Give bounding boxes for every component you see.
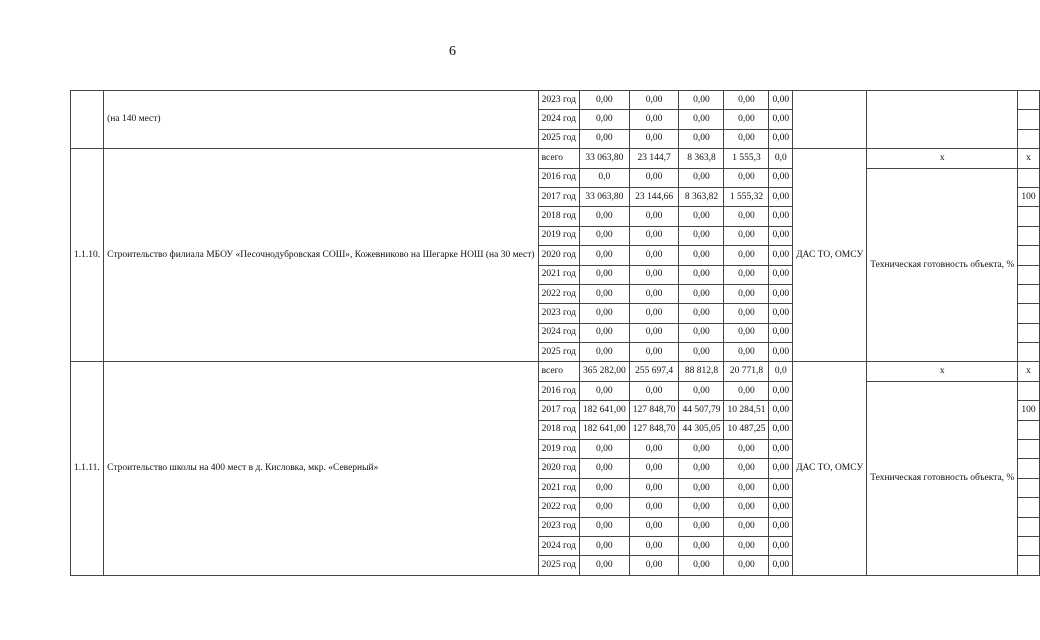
- value-cell: 0,00: [579, 343, 629, 362]
- value-cell: 0,00: [679, 440, 724, 459]
- value-cell: 0,00: [579, 459, 629, 478]
- value-cell: 0,00: [679, 478, 724, 497]
- value-cell: 0,00: [629, 246, 679, 265]
- year-cell: 2022 год: [538, 284, 579, 303]
- target-cell: [1018, 420, 1039, 439]
- value-cell: 0,00: [629, 129, 679, 148]
- target-cell: [1018, 129, 1039, 148]
- value-cell: 0,00: [629, 284, 679, 303]
- value-cell: 0,00: [629, 226, 679, 245]
- target-cell: [1018, 323, 1039, 342]
- value-cell: 0,00: [579, 478, 629, 497]
- value-cell: 0,00: [724, 323, 769, 342]
- value-cell: 0,0: [769, 149, 793, 168]
- value-cell: 365 282,00: [579, 362, 629, 381]
- value-cell: 182 641,00: [579, 401, 629, 420]
- value-cell: 0,00: [579, 246, 629, 265]
- target-cell: [1018, 226, 1039, 245]
- program-table: [70, 90, 1040, 576]
- indicator-cell: Техническая готовность объекта, %: [867, 381, 1018, 575]
- target-cell: [1018, 110, 1039, 129]
- table-body: [71, 91, 1040, 576]
- target-cell: [1018, 440, 1039, 459]
- value-cell: 0,00: [679, 207, 724, 226]
- year-cell: 2025 год: [538, 129, 579, 148]
- target-total-cell: x: [1018, 362, 1039, 381]
- value-cell: 0,00: [679, 129, 724, 148]
- value-cell: 0,00: [629, 381, 679, 400]
- value-cell: 0,00: [769, 401, 793, 420]
- target-cell: [1018, 91, 1039, 110]
- value-cell: 0,00: [629, 478, 679, 497]
- value-cell: 8 363,82: [679, 187, 724, 206]
- value-cell: 23 144,7: [629, 149, 679, 168]
- indicator-total-cell: x: [867, 149, 1018, 168]
- value-cell: 0,00: [679, 343, 724, 362]
- value-cell: 0,00: [724, 265, 769, 284]
- target-cell: [1018, 556, 1039, 575]
- year-cell: 2021 год: [538, 265, 579, 284]
- value-cell: 182 641,00: [579, 420, 629, 439]
- year-cell: 2017 год: [538, 401, 579, 420]
- year-cell: 2025 год: [538, 343, 579, 362]
- executor-cell: ДАС ТО, ОМСУ: [793, 362, 867, 575]
- value-cell: 0,00: [769, 343, 793, 362]
- value-cell: 33 063,80: [579, 149, 629, 168]
- value-cell: 0,00: [579, 129, 629, 148]
- value-cell: 0,00: [724, 498, 769, 517]
- indicator-cell: Техническая готовность объекта, %: [867, 168, 1018, 362]
- value-cell: 0,00: [629, 498, 679, 517]
- value-cell: 0,00: [679, 381, 724, 400]
- value-cell: 0,00: [679, 226, 724, 245]
- year-cell: 2020 год: [538, 246, 579, 265]
- year-cell: 2020 год: [538, 459, 579, 478]
- year-cell: 2019 год: [538, 226, 579, 245]
- value-cell: 255 697,4: [629, 362, 679, 381]
- value-cell: 0,00: [579, 323, 629, 342]
- value-cell: 0,00: [769, 459, 793, 478]
- value-cell: 0,00: [679, 284, 724, 303]
- target-cell: [1018, 246, 1039, 265]
- value-cell: 0,00: [769, 517, 793, 536]
- target-cell: [1018, 207, 1039, 226]
- item-number-cell: [71, 91, 104, 149]
- value-cell: 0,00: [679, 168, 724, 187]
- item-name-cell: Строительство школы на 400 мест в д. Кисловка, мкр. «Северный»: [104, 362, 538, 575]
- year-cell: 2023 год: [538, 517, 579, 536]
- target-cell: [1018, 284, 1039, 303]
- year-cell: 2024 год: [538, 110, 579, 129]
- value-cell: 0,00: [579, 91, 629, 110]
- value-cell: 127 848,70: [629, 401, 679, 420]
- value-cell: 0,00: [724, 226, 769, 245]
- value-cell: 0,00: [679, 517, 724, 536]
- value-cell: 0,00: [579, 440, 629, 459]
- value-cell: 0,00: [679, 246, 724, 265]
- value-cell: 44 305,05: [679, 420, 724, 439]
- value-cell: 0,00: [769, 168, 793, 187]
- value-cell: 127 848,70: [629, 420, 679, 439]
- value-cell: 0,00: [629, 556, 679, 575]
- value-cell: 0,00: [679, 304, 724, 323]
- value-cell: 0,00: [724, 246, 769, 265]
- value-cell: 0,00: [629, 517, 679, 536]
- value-cell: 0,00: [724, 381, 769, 400]
- value-cell: 1 555,32: [724, 187, 769, 206]
- value-cell: 0,00: [579, 517, 629, 536]
- value-cell: 0,00: [629, 536, 679, 555]
- indicator-cell: [867, 91, 1018, 149]
- value-cell: 0,00: [724, 459, 769, 478]
- value-cell: 0,00: [769, 284, 793, 303]
- value-cell: 0,00: [579, 110, 629, 129]
- value-cell: 0,00: [724, 517, 769, 536]
- year-cell: 2021 год: [538, 478, 579, 497]
- value-cell: 20 771,8: [724, 362, 769, 381]
- value-cell: 0,00: [724, 478, 769, 497]
- value-cell: 0,00: [724, 91, 769, 110]
- value-cell: 0,00: [769, 91, 793, 110]
- value-cell: 0,00: [579, 284, 629, 303]
- executor-cell: ДАС ТО, ОМСУ: [793, 149, 867, 362]
- value-cell: 0,00: [629, 440, 679, 459]
- year-cell: 2017 год: [538, 187, 579, 206]
- target-cell: [1018, 536, 1039, 555]
- value-cell: 10 284,51: [724, 401, 769, 420]
- value-cell: 0,00: [724, 304, 769, 323]
- value-cell: 0,00: [769, 226, 793, 245]
- year-cell: 2018 год: [538, 420, 579, 439]
- table-row: [71, 91, 1040, 110]
- value-cell: 0,00: [724, 440, 769, 459]
- value-cell: 0,00: [724, 168, 769, 187]
- value-cell: 0,00: [679, 498, 724, 517]
- table-row: [71, 149, 1040, 168]
- value-cell: 0,00: [579, 226, 629, 245]
- item-name-cell: Строительство филиала МБОУ «Песочнодубровская СОШ», Кожевниково на Шегарке НОШ (на 30 мест): [104, 149, 538, 362]
- target-cell: [1018, 265, 1039, 284]
- value-cell: 0,00: [629, 323, 679, 342]
- target-cell: [1018, 381, 1039, 400]
- value-cell: 0,00: [629, 110, 679, 129]
- value-cell: 0,00: [769, 246, 793, 265]
- value-cell: 0,00: [769, 265, 793, 284]
- value-cell: 0,00: [724, 343, 769, 362]
- value-cell: 0,00: [769, 110, 793, 129]
- target-cell: [1018, 168, 1039, 187]
- year-cell: 2016 год: [538, 381, 579, 400]
- value-cell: 0,00: [769, 478, 793, 497]
- year-cell: 2025 год: [538, 556, 579, 575]
- value-cell: 10 487,25: [724, 420, 769, 439]
- value-cell: 0,00: [579, 265, 629, 284]
- value-cell: 0,00: [769, 498, 793, 517]
- target-value-cell: 100: [1018, 401, 1039, 420]
- value-cell: 0,00: [679, 556, 724, 575]
- target-cell: [1018, 478, 1039, 497]
- value-cell: 0,00: [629, 207, 679, 226]
- value-cell: 0,00: [679, 323, 724, 342]
- value-cell: 0,00: [679, 536, 724, 555]
- value-cell: 0,00: [629, 343, 679, 362]
- value-cell: 0,00: [579, 207, 629, 226]
- value-cell: 0,00: [629, 304, 679, 323]
- year-cell: всего: [538, 149, 579, 168]
- value-cell: 0,00: [769, 187, 793, 206]
- value-cell: 0,00: [769, 129, 793, 148]
- target-value-cell: 100: [1018, 187, 1039, 206]
- year-cell: 2024 год: [538, 536, 579, 555]
- year-cell: 2018 год: [538, 207, 579, 226]
- year-cell: 2024 год: [538, 323, 579, 342]
- value-cell: 1 555,3: [724, 149, 769, 168]
- year-cell: 2016 год: [538, 168, 579, 187]
- year-cell: всего: [538, 362, 579, 381]
- value-cell: 0,00: [724, 207, 769, 226]
- target-cell: [1018, 304, 1039, 323]
- value-cell: 0,00: [724, 556, 769, 575]
- page-number: 6: [449, 44, 456, 59]
- value-cell: 0,00: [629, 168, 679, 187]
- value-cell: 0,00: [579, 498, 629, 517]
- value-cell: 0,00: [769, 381, 793, 400]
- value-cell: 8 363,8: [679, 149, 724, 168]
- target-cell: [1018, 517, 1039, 536]
- value-cell: 0,00: [769, 536, 793, 555]
- value-cell: 0,0: [769, 362, 793, 381]
- value-cell: 0,00: [769, 323, 793, 342]
- value-cell: 0,00: [769, 207, 793, 226]
- value-cell: 0,00: [579, 381, 629, 400]
- value-cell: 0,00: [679, 110, 724, 129]
- value-cell: 0,00: [769, 420, 793, 439]
- target-cell: [1018, 498, 1039, 517]
- value-cell: 0,00: [629, 265, 679, 284]
- item-name-cell: (на 140 мест): [104, 91, 538, 149]
- value-cell: 0,0: [579, 168, 629, 187]
- value-cell: 0,00: [724, 110, 769, 129]
- value-cell: 33 063,80: [579, 187, 629, 206]
- value-cell: 0,00: [769, 556, 793, 575]
- value-cell: 0,00: [579, 304, 629, 323]
- value-cell: 44 507,79: [679, 401, 724, 420]
- table-row: [71, 362, 1040, 381]
- year-cell: 2023 год: [538, 91, 579, 110]
- value-cell: 0,00: [629, 459, 679, 478]
- value-cell: 23 144,66: [629, 187, 679, 206]
- value-cell: 0,00: [724, 536, 769, 555]
- value-cell: 0,00: [679, 459, 724, 478]
- value-cell: 0,00: [679, 91, 724, 110]
- value-cell: 0,00: [579, 536, 629, 555]
- target-total-cell: x: [1018, 149, 1039, 168]
- executor-cell: [793, 91, 867, 149]
- item-number-cell: 1.1.10.: [71, 149, 104, 362]
- value-cell: 0,00: [724, 284, 769, 303]
- year-cell: 2022 год: [538, 498, 579, 517]
- value-cell: 0,00: [724, 129, 769, 148]
- value-cell: 88 812,8: [679, 362, 724, 381]
- value-cell: 0,00: [629, 91, 679, 110]
- value-cell: 0,00: [769, 440, 793, 459]
- value-cell: 0,00: [579, 556, 629, 575]
- indicator-total-cell: x: [867, 362, 1018, 381]
- value-cell: 0,00: [769, 304, 793, 323]
- value-cell: 0,00: [679, 265, 724, 284]
- year-cell: 2023 год: [538, 304, 579, 323]
- year-cell: 2019 год: [538, 440, 579, 459]
- item-number-cell: 1.1.11.: [71, 362, 104, 575]
- target-cell: [1018, 459, 1039, 478]
- target-cell: [1018, 343, 1039, 362]
